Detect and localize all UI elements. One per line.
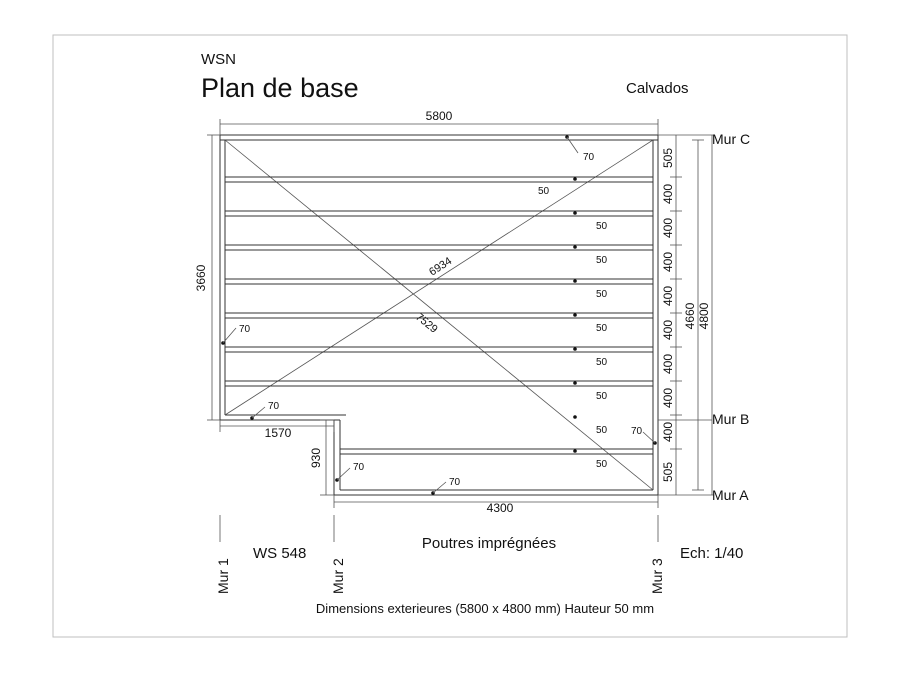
beam-label: 50 <box>596 357 608 368</box>
spacing-label: 400 <box>661 319 675 341</box>
spacing-label: 400 <box>661 183 675 205</box>
wall-label-1: Mur 1 <box>215 558 231 594</box>
wall-label-b: Mur B <box>712 411 750 427</box>
beam-label: 50 <box>596 459 608 470</box>
plan-code: WSN <box>201 51 236 68</box>
diagonal-short-label: 6934 <box>427 255 455 279</box>
dim-bottom: 4300 <box>486 501 514 515</box>
beam-label: 50 <box>596 391 608 402</box>
wall-label-c: Mur C <box>712 131 751 147</box>
region-label: Calvados <box>626 80 689 97</box>
spacing-label: 400 <box>661 251 675 273</box>
wall-label-3: Mur 3 <box>649 558 665 594</box>
spacing-label: 505 <box>661 461 675 483</box>
dim-top: 5800 <box>425 109 453 123</box>
beam-label: 50 <box>596 289 608 300</box>
beam-label-top: 70 <box>583 152 595 163</box>
spacing-label: 400 <box>661 353 675 375</box>
edge-label-lower-left: 70 <box>353 462 365 473</box>
dim-right-outer: 4800 <box>697 302 711 330</box>
plan-title: Plan de base <box>201 73 359 103</box>
model-label: WS 548 <box>253 545 307 562</box>
dim-left: 3660 <box>194 264 208 292</box>
dim-notch-height: 930 <box>309 447 323 469</box>
edge-label-left: 70 <box>239 324 251 335</box>
dim-right-inner: 4660 <box>683 302 697 330</box>
wall-label-a: Mur A <box>712 487 749 503</box>
diagonal-long-label: 7529 <box>413 311 440 336</box>
dim-left-line <box>207 135 220 420</box>
dimensions-description: Dimensions exterieures (5800 x 4800 mm) Hauteur 50 mm <box>315 601 655 616</box>
scale-label: Ech: 1/40 <box>680 545 744 562</box>
spacing-label: 400 <box>661 387 675 409</box>
edge-label-notch: 70 <box>268 401 280 412</box>
beam-label: 50 <box>596 221 608 232</box>
spacing-label: 400 <box>661 217 675 239</box>
beam-label: 50 <box>596 323 608 334</box>
beam-label: 50 <box>596 425 608 436</box>
beam-label-bottom: 70 <box>449 477 461 488</box>
beam-label: 50 <box>596 255 608 266</box>
spacing-label: 400 <box>661 421 675 443</box>
spacing-label: 400 <box>661 285 675 307</box>
material-label: Poutres imprégnées <box>421 535 557 552</box>
wall-label-2: Mur 2 <box>330 558 346 594</box>
spacing-label: 505 <box>661 147 675 169</box>
beam-label: 50 <box>538 186 550 197</box>
dim-notch-width: 1570 <box>264 426 292 440</box>
edge-label-right: 70 <box>631 426 643 437</box>
